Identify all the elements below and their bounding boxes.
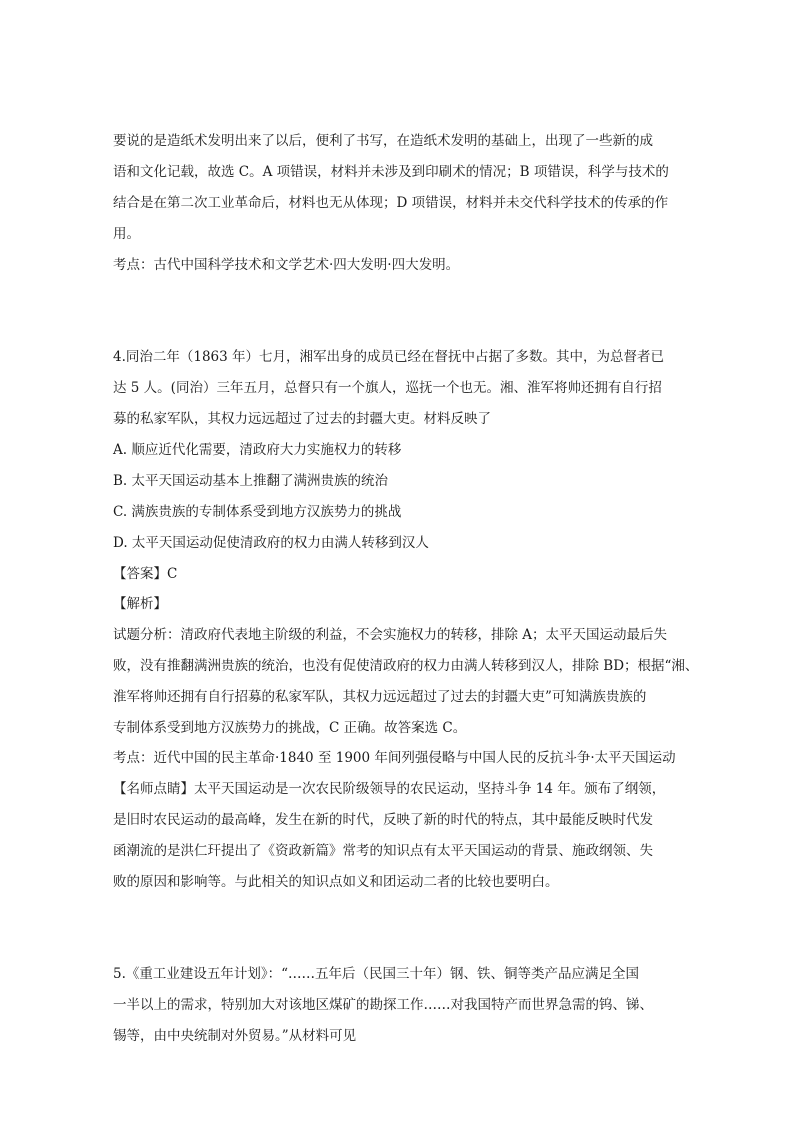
tips-line: 函潮流的是洪仁玕提出了《资政新篇》常考的知识点有太平天国运动的背景、施政纲领、失 <box>113 843 653 859</box>
tips-line: 是旧时农民运动的最高峰，发生在新的时代，反映了新的时代的特点，其中最能反映时代发 <box>113 812 653 828</box>
analysis-line: 专制体系受到地方汉族势力的挑战，C 正确。故答案选 C。 <box>113 720 467 736</box>
analysis-line: 淮军将帅还拥有自行招募的私家军队，其权力远远超过了过去的封疆大吏”可知满族贵族的 <box>113 689 647 705</box>
answer-line: 【答案】C <box>113 566 178 582</box>
question-stem-line: 5.《重工业建设五年计划》：“……五年后（民国三十年）钢、铁、铜等类产品应满足全国 <box>113 966 640 982</box>
question-stem-line: 一半以上的需求，特别加大对该地区煤矿的勘探工作……对我国特产而世界急需的钨、锑、 <box>113 997 653 1013</box>
analysis-line: 败，没有推翻满洲贵族的统治，也没有促使清政府的权力由满人转移到汉人，排除 BD；根据“湘、 <box>113 658 699 674</box>
question-stem-line: 达 5 人。(同治）三年五月，总督只有一个旗人，巡抚一个也无。湘、淮军将帅还拥有自行招 <box>113 380 662 396</box>
option-c: C. 满族贵族的专制体系受到地方汉族势力的挑战 <box>113 504 402 520</box>
option-b: B. 太平天国运动基本上推翻了满洲贵族的统治 <box>113 473 389 489</box>
question-stem-line: 4.同治二年（1863 年）七月，湘军出身的成员已经在督抚中占据了多数。其中，为总督者已 <box>113 349 665 365</box>
tips-line: 败的原因和影响等。与此相关的知识点如义和团运动二者的比较也要明白。 <box>113 874 559 890</box>
text-line: 要说的是造纸术发明出来了以后，便利了书写，在造纸术发明的基础上，出现了一些新的成 <box>113 133 653 149</box>
analysis-heading: 【解析】 <box>113 596 167 612</box>
question-stem-line: 募的私家军队，其权力远远超过了过去的封疆大吏。材料反映了 <box>113 411 491 427</box>
kaodian-line: 考点：近代中国的民主革命·1840 至 1900 年间列强侵略与中国人民的反抗斗争·太平天国运动 <box>113 750 676 766</box>
text-line: 结合是在第二次工业革命后，材料也无从体现；D 项错误，材料并未交代科学技术的传承的作 <box>113 195 669 211</box>
text-line: 语和文化记载，故选 C。A 项错误，材料并未涉及到印刷术的情况；B 项错误，科学与技术的 <box>113 164 669 180</box>
kaodian-line: 考点：古代中国科学技术和文学艺术·四大发明·四大发明。 <box>113 257 460 273</box>
text-line: 用。 <box>113 226 140 242</box>
tips-line: 【名师点睛】太平天国运动是一次农民阶级领导的农民运动，坚持斗争 14 年。颁布了纲领， <box>113 781 666 797</box>
question-stem-line: 锡等，由中央统制对外贸易。”从材料可见 <box>113 1028 357 1044</box>
option-d: D. 太平天国运动促使清政府的权力由满人转移到汉人 <box>113 535 429 551</box>
analysis-line: 试题分析：清政府代表地主阶级的利益，不会实施权力的转移，排除 A；太平天国运动最后失 <box>113 627 668 643</box>
option-a: A. 顺应近代化需要，清政府大力实施权力的转移 <box>113 442 402 458</box>
